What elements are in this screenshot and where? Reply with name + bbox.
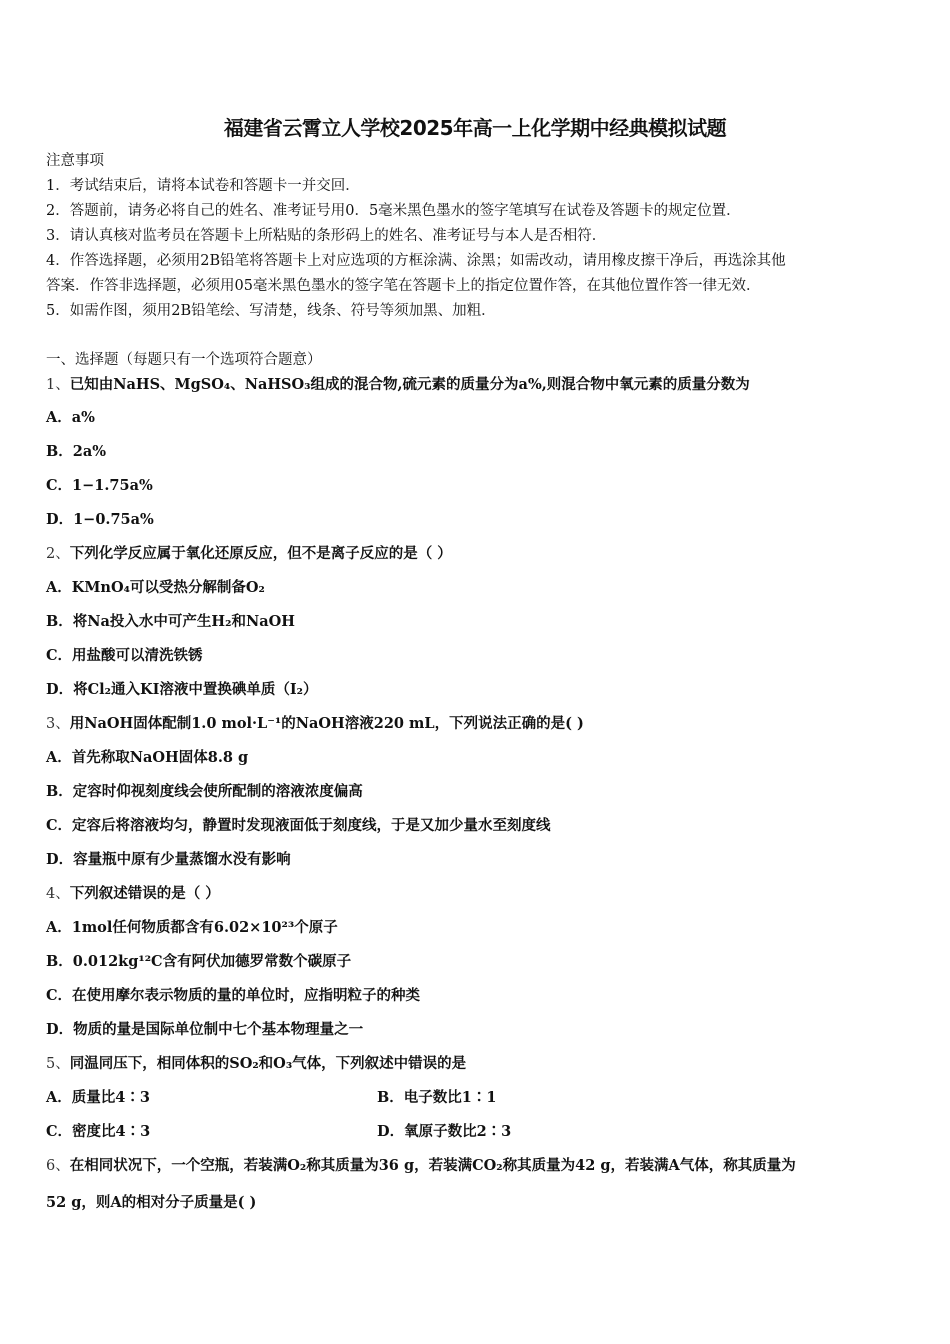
option-a: A．1mol任何物质都含有6.02×10²³个原子 bbox=[46, 919, 338, 936]
question-number: 1、 bbox=[46, 377, 70, 393]
note-line: 2．答题前，请务必将自己的姓名、准考证号用0．5毫米黑色墨水的签字笔填写在试卷及答题卡的规定位置． bbox=[46, 203, 741, 219]
note-line: 答案．作答非选择题，必须用05毫米黑色墨水的签字笔在答题卡上的指定位置作答，在其他位置作答一律无效． bbox=[46, 278, 761, 294]
option-b: B．0.012kg¹²C含有阿伏加德罗常数个碳原子 bbox=[46, 953, 352, 970]
option-row bbox=[46, 1115, 916, 1149]
question-number: 4、 bbox=[46, 886, 70, 902]
notes-section bbox=[46, 149, 916, 324]
question-stem: 下列化学反应属于氧化还原反应，但不是离子反应的是（ ） bbox=[69, 545, 452, 562]
option-c: C．在使用摩尔表示物质的量的单位时，应指明粒子的种类 bbox=[46, 987, 421, 1004]
option-d: D．将Cl₂通入KI溶液中置换碘单质（I₂） bbox=[46, 681, 318, 698]
question-stem: 在相同状况下，一个空瓶，若装满O₂称其质量为36 g，若装满CO₂称其质量为42 g，若装满A气体，称其质量为 bbox=[69, 1157, 796, 1174]
option-a: A．质量比4∶3 bbox=[46, 1089, 150, 1106]
question-1 bbox=[46, 373, 916, 401]
option-b: B．电子数比1∶1 bbox=[377, 1089, 497, 1106]
option-c: C．1−1.75a% bbox=[46, 477, 153, 494]
option-d: D．物质的量是国际单位制中七个基本物理量之一 bbox=[46, 1021, 364, 1038]
question-4 bbox=[46, 877, 916, 911]
option-b: B．将Na投入水中可产生H₂和NaOH bbox=[46, 613, 295, 630]
note-line: 5．如需作图，须用2B铅笔绘、写清楚，线条、符号等须加黑、加粗． bbox=[46, 303, 496, 319]
section-heading: 一、选择题（每题只有一个选项符合题意） bbox=[46, 352, 322, 368]
notes-heading: 注意事项 bbox=[46, 153, 104, 169]
option-a: A．首先称取NaOH固体8.8 g bbox=[46, 749, 249, 766]
option-a: A．a% bbox=[46, 409, 95, 426]
note-line: 3．请认真核对监考员在答题卡上所粘贴的条形码上的姓名、准考证号与本人是否相符． bbox=[46, 228, 607, 244]
option-a: A．KMnO₄可以受热分解制备O₂ bbox=[46, 579, 265, 596]
page-title: 福建省云霄立人学校2025年高一上化学期中经典模拟试题 bbox=[223, 116, 727, 140]
question-stem-continued: 52 g，则A的相对分子质量是( ) bbox=[46, 1194, 257, 1211]
question-stem: 同温同压下，相同体积的SO₂和O₃气体，下列叙述中错误的是 bbox=[69, 1055, 467, 1072]
question-number: 3、 bbox=[46, 716, 70, 732]
option-b: B．2a% bbox=[46, 443, 107, 460]
option-b: B．定容时仰视刻度线会使所配制的溶液浓度偏高 bbox=[46, 783, 363, 800]
question-2 bbox=[46, 537, 916, 571]
question-6 bbox=[46, 1149, 916, 1183]
option-c: C．定容后将溶液均匀，静置时发现液面低于刻度线，于是又加少量水至刻度线 bbox=[46, 817, 551, 834]
note-line: 1．考试结束后，请将本试卷和答题卡一并交回． bbox=[46, 178, 360, 194]
option-d: D．容量瓶中原有少量蒸馏水没有影响 bbox=[46, 851, 291, 868]
question-number: 6、 bbox=[46, 1158, 70, 1174]
option-row bbox=[46, 1081, 916, 1115]
option-c: C．用盐酸可以清洗铁锈 bbox=[46, 647, 203, 664]
question-3 bbox=[46, 707, 916, 741]
note-line: 4．作答选择题，必须用2B铅笔将答题卡上对应选项的方框涂满、涂黑；如需改动，请用橡皮擦干净后，再选涂其他 bbox=[46, 253, 786, 269]
question-number: 2、 bbox=[46, 546, 70, 562]
option-d: D．1−0.75a% bbox=[46, 511, 154, 528]
question-stem: 已知由NaHS、MgSO₄、NaHSO₃组成的混合物,硫元素的质量分为a%,则混合物中氧元素的质量分数为 bbox=[69, 376, 750, 393]
question-stem: 用NaOH固体配制1.0 mol·L⁻¹的NaOH溶液220 mL，下列说法正确的是( ) bbox=[69, 715, 584, 732]
option-d: D．氧原子数比2∶3 bbox=[377, 1123, 512, 1140]
option-c: C．密度比4∶3 bbox=[46, 1123, 151, 1140]
question-stem: 下列叙述错误的是（ ） bbox=[69, 885, 220, 902]
question-number: 5、 bbox=[46, 1056, 70, 1072]
question-5 bbox=[46, 1047, 916, 1081]
questions-section bbox=[46, 348, 916, 1221]
